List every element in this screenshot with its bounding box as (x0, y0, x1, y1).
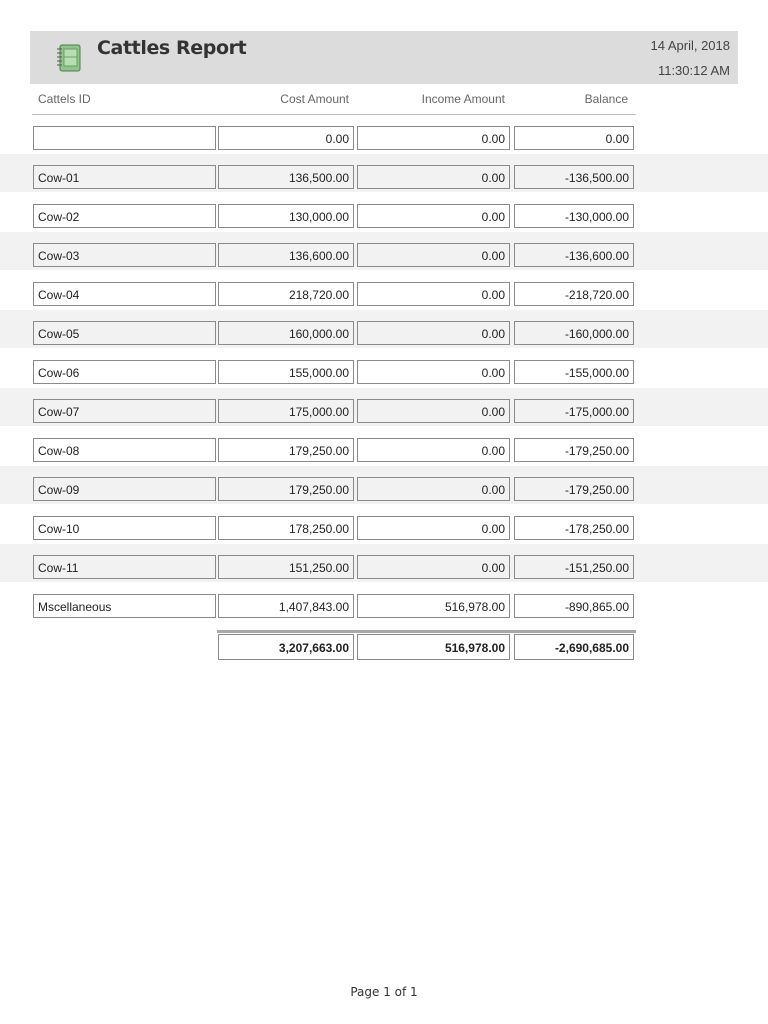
cattle-id-cell: Cow-11 (33, 555, 216, 579)
cost-amount-cell: 1,407,843.00 (218, 594, 354, 618)
cost-amount-cell: 0.00 (218, 126, 354, 150)
income-amount-cell: 516,978.00 (357, 594, 510, 618)
total-balance-cell: -2,690,685.00 (514, 634, 634, 660)
cost-amount-cell: 136,500.00 (218, 165, 354, 189)
cost-amount-cell: 179,250.00 (218, 477, 354, 501)
balance-cell: 0.00 (514, 126, 634, 150)
cattle-id-cell: Cow-06 (33, 360, 216, 384)
income-amount-cell: 0.00 (357, 516, 510, 540)
cost-amount-cell: 218,720.00 (218, 282, 354, 306)
income-amount-cell: 0.00 (357, 399, 510, 423)
cattle-id-cell: Cow-02 (33, 204, 216, 228)
cost-amount-cell: 151,250.00 (218, 555, 354, 579)
cattle-id-cell: Cow-05 (33, 321, 216, 345)
income-amount-cell: 0.00 (357, 321, 510, 345)
cost-amount-cell: 179,250.00 (218, 438, 354, 462)
balance-cell: -218,720.00 (514, 282, 634, 306)
report-header (30, 31, 738, 84)
page-number: Page 1 of 1 (350, 985, 418, 999)
notebook-icon (56, 43, 82, 73)
report-title: Cattles Report (97, 37, 247, 59)
income-amount-cell: 0.00 (357, 438, 510, 462)
balance-cell: -155,000.00 (514, 360, 634, 384)
cattle-id-cell: Cow-03 (33, 243, 216, 267)
column-header-balance: Balance (584, 92, 628, 106)
cattle-id-cell: Cow-10 (33, 516, 216, 540)
income-amount-cell: 0.00 (357, 126, 510, 150)
income-amount-cell: 0.00 (357, 243, 510, 267)
balance-cell: -175,000.00 (514, 399, 634, 423)
balance-cell: -160,000.00 (514, 321, 634, 345)
income-amount-cell: 0.00 (357, 204, 510, 228)
balance-cell: -890,865.00 (514, 594, 634, 618)
income-amount-cell: 0.00 (357, 282, 510, 306)
income-amount-cell: 0.00 (357, 555, 510, 579)
income-amount-cell: 0.00 (357, 477, 510, 501)
balance-cell: -178,250.00 (514, 516, 634, 540)
balance-cell: -130,000.00 (514, 204, 634, 228)
cost-amount-cell: 130,000.00 (218, 204, 354, 228)
column-header-cattels-id: Cattels ID (38, 92, 91, 106)
report-date: 14 April, 2018 (650, 38, 730, 53)
totals-divider (217, 630, 636, 633)
column-header-cost-amount: Cost Amount (280, 92, 349, 106)
cattle-id-cell (33, 126, 216, 150)
balance-cell: -136,500.00 (514, 165, 634, 189)
cattle-id-cell: Cow-08 (33, 438, 216, 462)
report-time: 11:30:12 AM (657, 63, 730, 78)
cattle-id-cell: Cow-01 (33, 165, 216, 189)
cattle-id-cell: Cow-07 (33, 399, 216, 423)
balance-cell: -151,250.00 (514, 555, 634, 579)
column-header-income-amount: Income Amount (421, 92, 505, 106)
cost-amount-cell: 155,000.00 (218, 360, 354, 384)
income-amount-cell: 0.00 (357, 165, 510, 189)
cattle-id-cell: Cow-04 (33, 282, 216, 306)
income-amount-cell: 0.00 (357, 360, 510, 384)
cost-amount-cell: 175,000.00 (218, 399, 354, 423)
total-income-cell: 516,978.00 (357, 634, 510, 660)
balance-cell: -179,250.00 (514, 438, 634, 462)
total-cost-cell: 3,207,663.00 (218, 634, 354, 660)
cattle-id-cell: Cow-09 (33, 477, 216, 501)
cost-amount-cell: 136,600.00 (218, 243, 354, 267)
cattle-id-cell: Mscellaneous (33, 594, 216, 618)
column-header-row (32, 88, 636, 115)
balance-cell: -136,600.00 (514, 243, 634, 267)
cost-amount-cell: 178,250.00 (218, 516, 354, 540)
cost-amount-cell: 160,000.00 (218, 321, 354, 345)
balance-cell: -179,250.00 (514, 477, 634, 501)
